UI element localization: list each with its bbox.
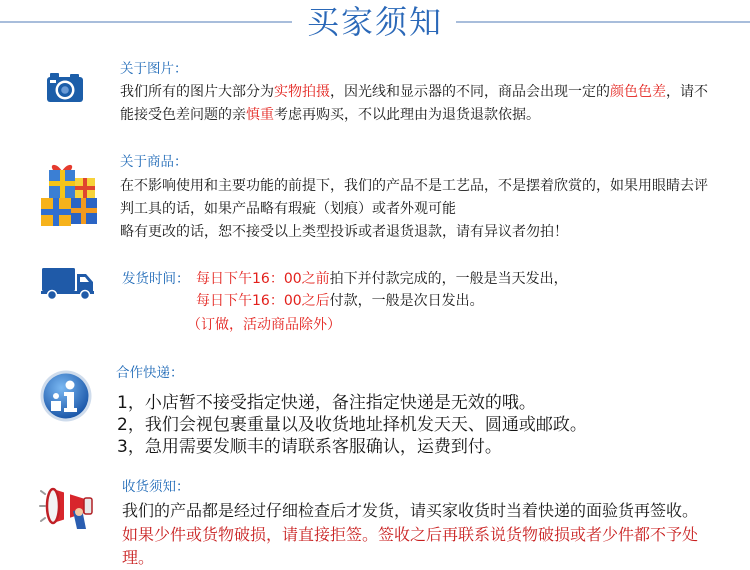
section-receiving	[0, 474, 750, 569]
emphasis-text: 每日下午16：00之前	[196, 271, 330, 287]
text-segment: 我们所有的图片大部分为	[120, 84, 274, 100]
emphasis-text: 颜色色差	[610, 84, 666, 100]
text-segment: ，因光线和显示器的不同，商品会出现一定的	[330, 84, 610, 100]
section-heading-receiving: 收货须知：	[122, 479, 190, 495]
text-segment: ，请不	[666, 84, 708, 100]
gift-boxes-icon	[39, 158, 101, 230]
page-title: 买家须知	[306, 3, 443, 41]
emphasis-text: 每日下午16：00之后	[196, 293, 330, 309]
section-heading-courier: 合作快递：	[116, 365, 184, 381]
shipping-time-line-3	[187, 316, 341, 334]
text-segment: 能接受色差问题的亲	[120, 107, 246, 123]
shipping-time-line-2	[196, 292, 484, 310]
about-products-line-1: 在不影响使用和主要功能的前提下，我们的产品不是工艺品，不是摆着欣赏的，如果用眼睛去评	[120, 178, 708, 194]
about-products-line-3: 略有更改的话，恕不接受以上类型投诉或者退货退款，请有异议者勿拍！	[120, 224, 568, 240]
receiving-warning-line-2: 理。	[122, 548, 155, 567]
about-products-line-2: 判工具的话，如果产品略有瑕疵（划痕）或者外观可能	[120, 201, 456, 217]
section-courier	[0, 358, 750, 458]
section-about-products	[0, 148, 750, 244]
title-rule-left	[0, 21, 292, 23]
section-heading-shipping-time: 发货时间：	[122, 271, 190, 287]
emphasis-text: 实物拍摄	[274, 84, 330, 100]
courier-line-3: 3，急用需要发顺丰的请联系客服确认，运费到付。	[117, 437, 502, 457]
courier-line-1: 1，小店暂不接受指定快递，备注指定快递是无效的哦。	[117, 393, 536, 413]
about-images-line-2	[120, 106, 540, 124]
receiving-line-1: 我们的产品都是经过仔细检查后才发货，请买家收货时当着快递的面验货再签收。	[122, 501, 699, 520]
emphasis-text: （订做，活动商品除外）	[187, 317, 341, 333]
section-heading-about-images: 关于图片：	[120, 61, 188, 77]
section-about-images	[0, 54, 750, 130]
text-segment: 考虑再购买，不以此理由为退货退款依据。	[274, 107, 540, 123]
text-segment: 付款，一般是次日发出。	[329, 293, 484, 309]
text-segment: 拍下并付款完成的，一般是当天发出，	[329, 271, 568, 287]
delivery-truck-icon	[41, 267, 95, 300]
camera-icon	[46, 70, 84, 104]
shipping-time-line-1	[196, 270, 568, 288]
emphasis-text: 慎重	[246, 107, 274, 123]
about-images-line-1	[120, 83, 708, 101]
megaphone-icon	[39, 481, 97, 533]
section-heading-about-products: 关于商品：	[120, 154, 188, 170]
receiving-warning-line-1: 如果少件或货物破损，请直接拒签。签收之后再联系说货物破损或者少件都不予处	[122, 525, 699, 544]
section-shipping-time	[0, 262, 750, 336]
courier-line-2: 2，我们会视包裹重量以及收货地址择机发天天、圆通或邮政。	[117, 415, 587, 435]
title-rule-right	[456, 21, 750, 23]
info-person-icon	[39, 369, 93, 423]
